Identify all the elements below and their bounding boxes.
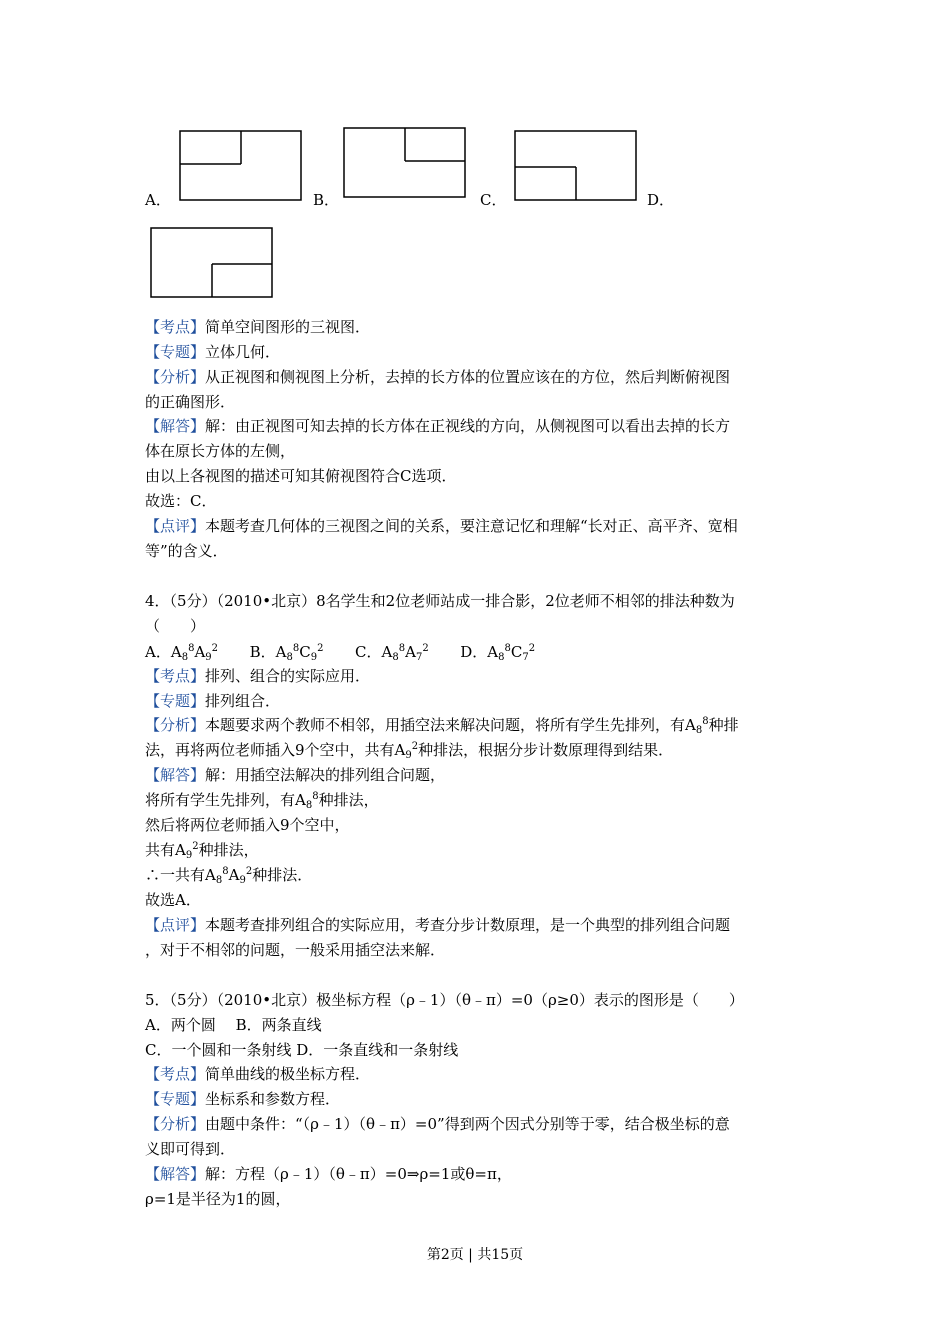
jieda-tag: 【解答】 bbox=[145, 417, 206, 435]
q4-stem: 4．（5分）（2010•北京）8名学生和2位老师站成一排合影，2位老师不相邻的排法种数为 bbox=[145, 592, 735, 610]
q5-jieda: 【解答】解：方程（ρ﹣1）（θ﹣π）=0⇒ρ=1或θ=π， bbox=[145, 1165, 512, 1183]
q4-jieda-line2: 将所有学生先排列，有$A_8^8$种排法， bbox=[145, 791, 379, 811]
jieda-tag: 【解答】 bbox=[145, 1165, 206, 1183]
q4-jieda: 【解答】解：用插空法解决的排列组合问题， bbox=[145, 766, 446, 784]
q4-dianping: 【点评】本题考查排列组合的实际应用，考查分步计数原理，是一个典型的排列组合问题 bbox=[145, 916, 731, 934]
q4-option-a: A．$A_8^8A_9^2$ bbox=[145, 643, 219, 663]
jieda-text: 解：由正视图可知去掉的长方体在正视线的方向，从侧视图可以看出去掉的长方 bbox=[205, 417, 731, 435]
dianping-tag: 【点评】 bbox=[145, 916, 206, 934]
fenxi-text: 从正视图和侧视图上分析，去掉的长方体的位置应该在的方位，然后判断俯视图 bbox=[205, 368, 731, 386]
q5-stem: 5．（5分）（2010•北京）极坐标方程（ρ﹣1）（θ﹣π）=0（ρ≥0）表示的图形是（ ） bbox=[145, 991, 744, 1009]
option-d-label: D． bbox=[647, 191, 675, 209]
option-c-figure bbox=[514, 130, 638, 202]
q4-option-c: C．$A_8^8A_7^2$ bbox=[355, 643, 429, 663]
dianping-text: 本题考查几何体的三视图之间的关系，要注意记忆和理解“长对正、高平齐、宽相 bbox=[205, 517, 738, 535]
zhuanti-tag: 【专题】 bbox=[145, 343, 206, 361]
q4-option-d: D．$A_8^8C_7^2$ bbox=[460, 643, 536, 663]
q4-jieda-line3: 然后将两位老师插入9个空中， bbox=[145, 816, 350, 834]
kaodian-tag: 【考点】 bbox=[145, 318, 206, 336]
kaodian-text: 排列、组合的实际应用． bbox=[205, 667, 371, 685]
q3-fenxi-cont: 的正确图形． bbox=[145, 393, 236, 411]
q5-jieda-line2: ρ=1是半径为1的圆， bbox=[145, 1190, 291, 1208]
q4-jieda-line6: 故选A． bbox=[145, 891, 201, 909]
zhuanti-tag: 【专题】 bbox=[145, 1090, 206, 1108]
q5-kaodian: 【考点】简单曲线的极坐标方程． bbox=[145, 1065, 371, 1083]
fenxi-tag: 【分析】 bbox=[145, 1115, 206, 1133]
option-a-label: A． bbox=[145, 191, 171, 209]
zhuanti-tag: 【专题】 bbox=[145, 692, 206, 710]
kaodian-tag: 【考点】 bbox=[145, 1065, 206, 1083]
q4-options bbox=[145, 642, 535, 662]
page-footer: 第2页 | 共15页 bbox=[426, 1247, 524, 1263]
q5-options-cd: C．一个圆和一条射线 D．一条直线和一条射线 bbox=[145, 1041, 459, 1059]
q3-jieda-line3: 由以上各视图的描述可知其俯视图符合C选项． bbox=[145, 467, 457, 485]
kaodian-tag: 【考点】 bbox=[145, 667, 206, 685]
jieda-tag: 【解答】 bbox=[145, 766, 206, 784]
q3-kaodian bbox=[145, 317, 370, 337]
q5-fenxi-cont: 义即可得到． bbox=[145, 1140, 236, 1158]
q4-dianping-cont: ，对于不相邻的问题，一般采用插空法来解． bbox=[145, 941, 446, 959]
fenxi-tag: 【分析】 bbox=[145, 368, 206, 386]
q4-zhuanti bbox=[145, 691, 280, 711]
zhuanti-text: 立体几何． bbox=[205, 343, 281, 361]
option-c-label: C． bbox=[480, 191, 507, 209]
q3-jieda bbox=[145, 416, 730, 436]
kaodian-text: 简单空间图形的三视图． bbox=[205, 318, 371, 336]
fenxi-tag: 【分析】 bbox=[145, 716, 206, 734]
dianping-tag: 【点评】 bbox=[145, 517, 206, 535]
q4-fenxi-cont: 法，再将两位老师插入9个空中，共有$A_9^2$种排法，根据分步计数原理得到结果． bbox=[145, 741, 674, 761]
q3-dianping-cont: 等”的含义． bbox=[145, 542, 228, 560]
q5-fenxi: 【分析】由题中条件：“（ρ﹣1）（θ﹣π）=0”得到两个因式分别等于零，结合极坐标的意 bbox=[145, 1115, 730, 1133]
zhuanti-text: 排列组合． bbox=[205, 692, 281, 710]
q4-fenxi: 【分析】本题要求两个教师不相邻，用插空法来解决问题，将所有学生先排列，有$A_8^8$种排 bbox=[145, 716, 739, 736]
q3-zhuanti bbox=[145, 342, 280, 362]
q4-kaodian bbox=[145, 666, 370, 686]
q3-dianping bbox=[145, 516, 738, 536]
q4-jieda-line5: ∴一共有$A_8^8A_9^2$种排法． bbox=[145, 866, 313, 886]
q4-jieda-line4: 共有$A_9^2$种排法， bbox=[145, 841, 259, 861]
option-d-figure bbox=[150, 227, 274, 299]
option-a-figure bbox=[179, 130, 303, 202]
q3-fenxi bbox=[145, 367, 730, 387]
q4-option-b: B．$A_8^8C_9^2$ bbox=[249, 643, 324, 663]
q5-zhuanti: 【专题】坐标系和参数方程． bbox=[145, 1090, 341, 1108]
q3-jieda-line2: 体在原长方体的左侧， bbox=[145, 442, 296, 460]
option-b-figure bbox=[343, 127, 467, 199]
q4-stem-blank: （ ） bbox=[145, 617, 206, 635]
option-b-label: B． bbox=[313, 191, 340, 209]
q3-jieda-line4: 故选：C． bbox=[145, 492, 217, 510]
q5-options-ab: A．两个圆 B．两条直线 bbox=[145, 1016, 322, 1034]
